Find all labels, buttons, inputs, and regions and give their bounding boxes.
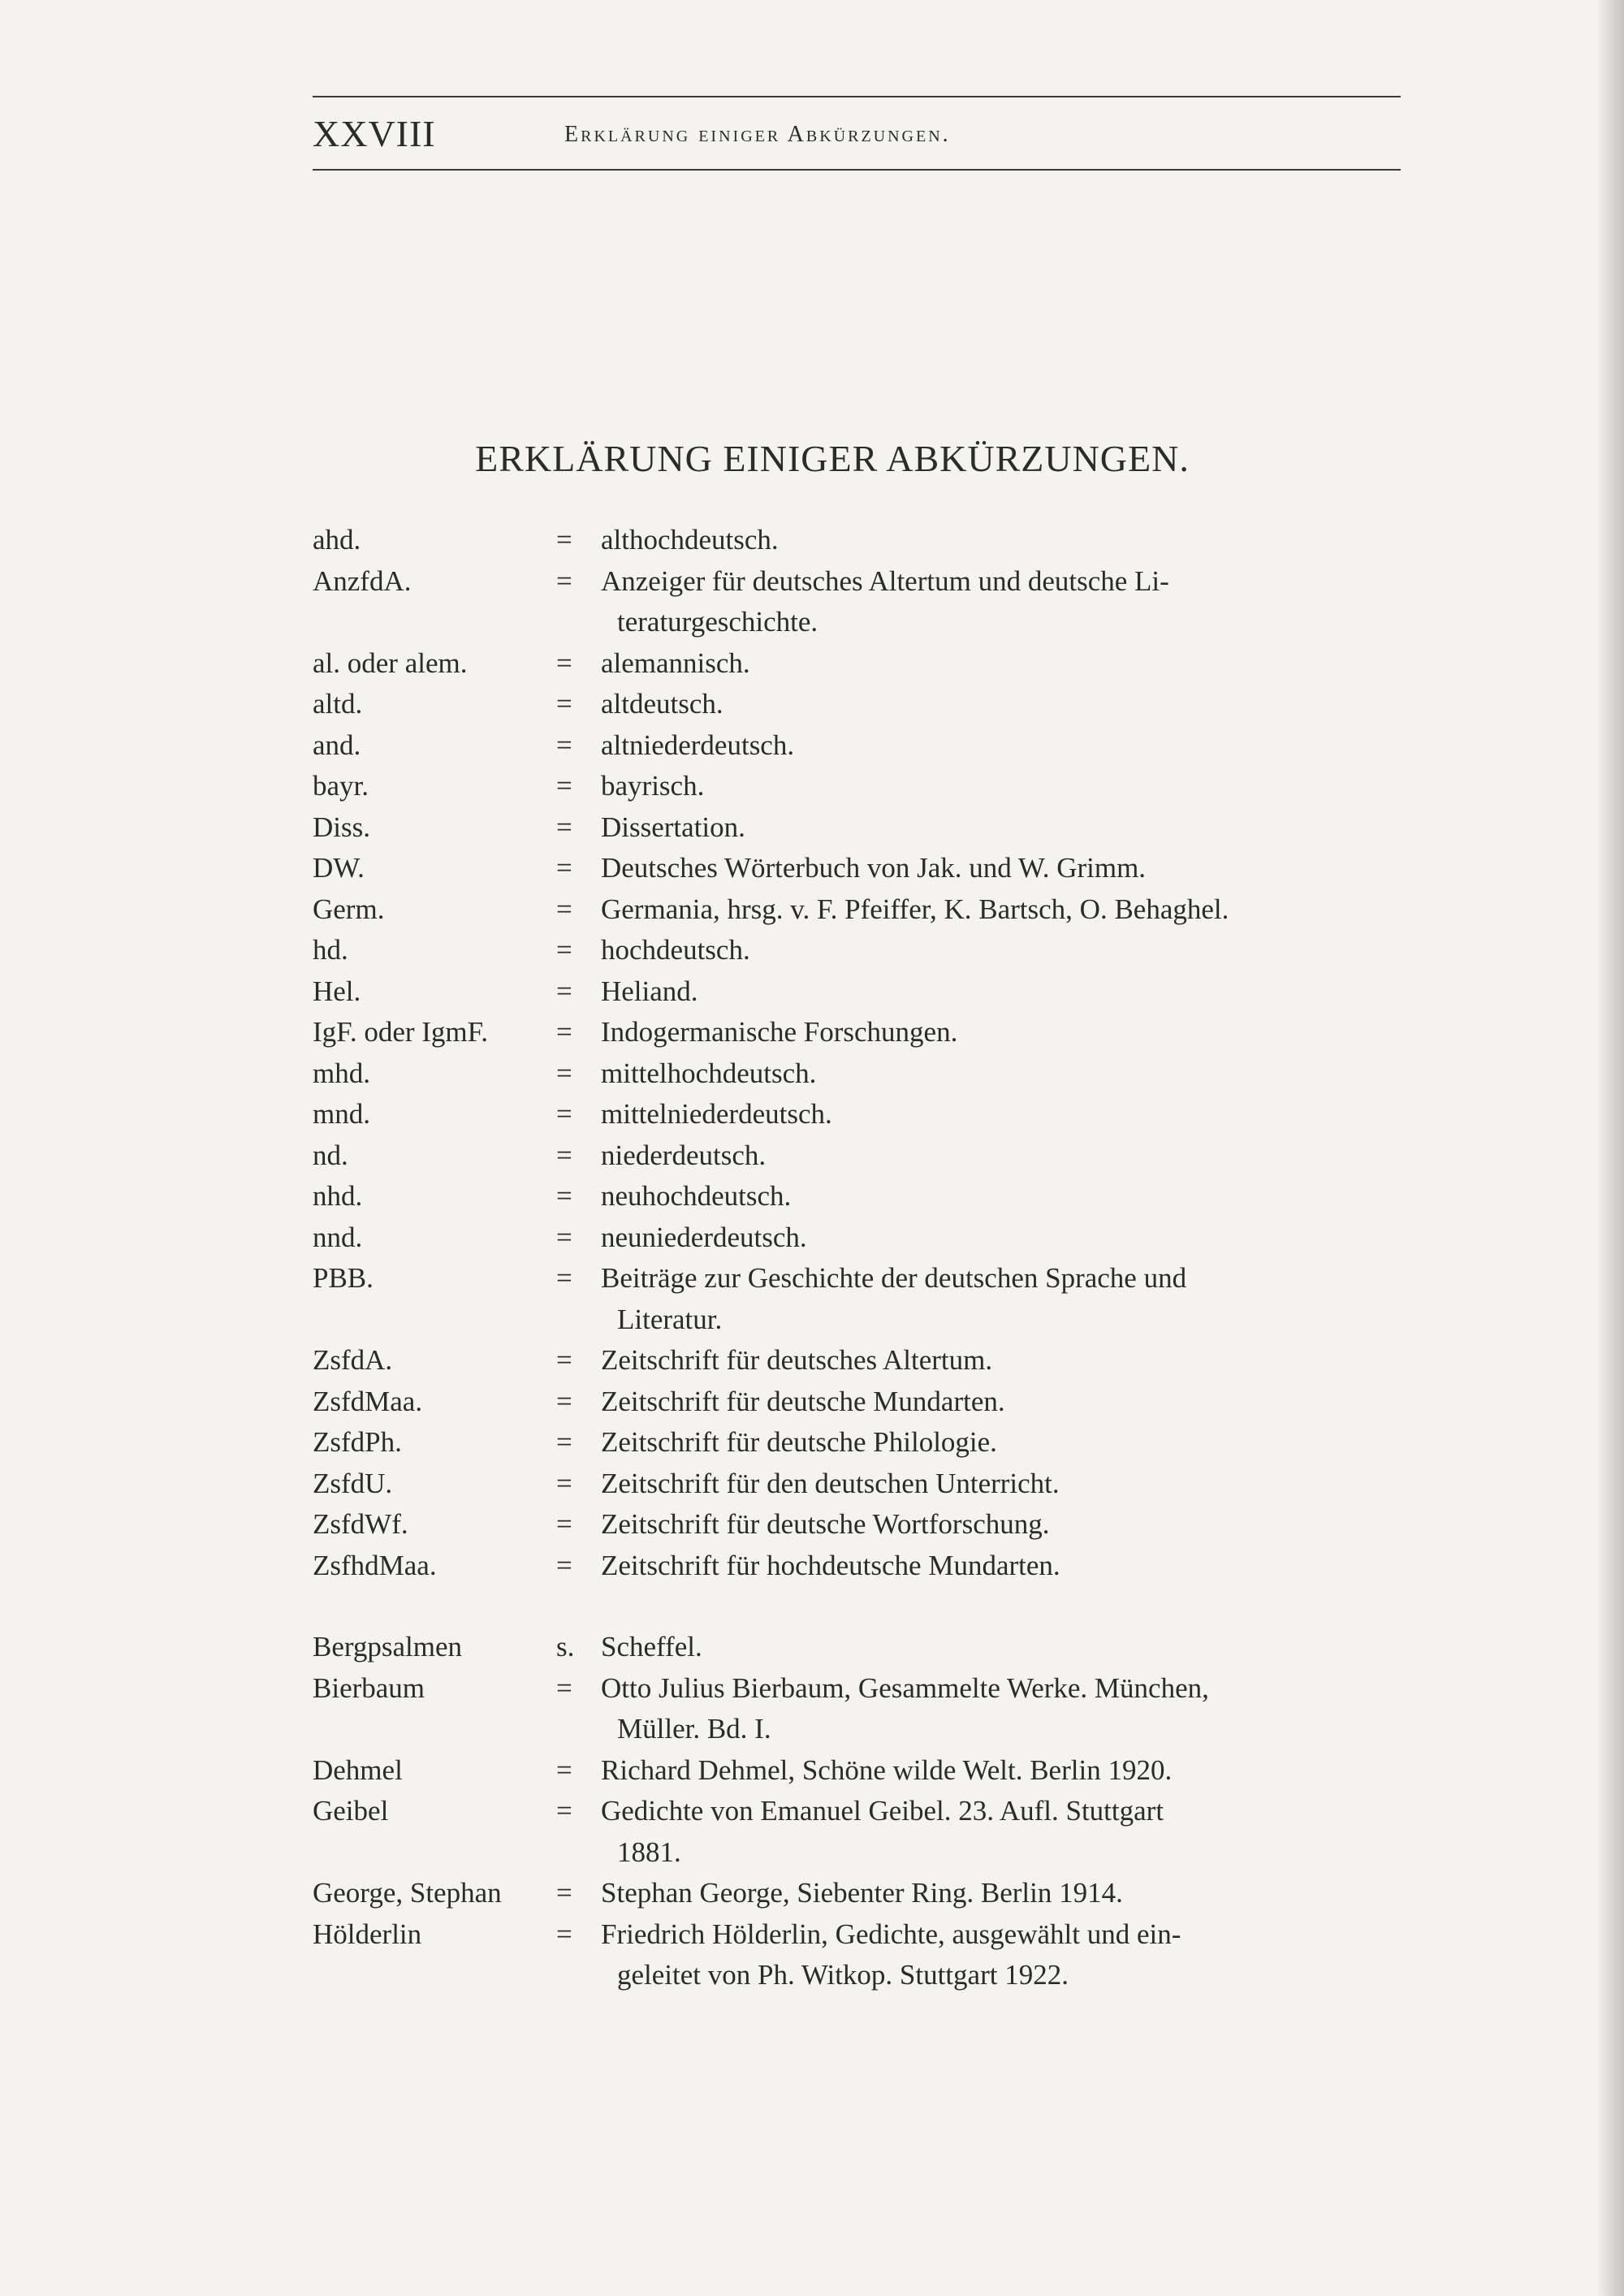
entry-row xyxy=(313,1627,1425,1668)
definition-line: Zeitschrift für deutsche Philologie. xyxy=(601,1426,997,1458)
entry-definition xyxy=(601,1750,1425,1792)
entry-abbreviation: George, Stephan xyxy=(313,1877,502,1909)
entry-definition xyxy=(601,1668,1425,1750)
running-title: Erklärung einiger Abkürzungen. xyxy=(564,122,951,147)
entry-separator: = xyxy=(556,1467,572,1499)
definition-line: Indogermanische Forschungen. xyxy=(601,1016,958,1048)
definition-line: Zeitschrift für hochdeutsche Mundarten. xyxy=(601,1549,1060,1581)
definition-line: Scheffel. xyxy=(601,1631,702,1663)
entry-definition xyxy=(601,1176,1425,1217)
entry-abbreviation: Dehmel xyxy=(313,1753,403,1786)
entry-abbreviation: bayr. xyxy=(313,770,369,802)
entry-row xyxy=(313,1012,1425,1053)
definition-line: Zeitschrift für deutsche Mundarten. xyxy=(601,1385,1005,1417)
definition-line: Literatur. xyxy=(617,1303,723,1335)
entry-row xyxy=(313,684,1425,725)
entry-definition xyxy=(601,1464,1425,1505)
entry-definition xyxy=(601,684,1425,725)
definition-line: mittelniederdeutsch. xyxy=(601,1098,832,1130)
entry-row xyxy=(313,561,1425,643)
entry-abbreviation: Bergpsalmen xyxy=(313,1631,463,1663)
entry-abbreviation: nnd. xyxy=(313,1221,363,1253)
definition-line: Gedichte von Emanuel Geibel. 23. Aufl. Stuttgart xyxy=(601,1795,1164,1827)
entry-abbreviation: AnzfdA. xyxy=(313,564,412,597)
definition-line: bayrisch. xyxy=(601,770,705,802)
entry-abbreviation: ZsfdU. xyxy=(313,1467,393,1499)
entry-abbreviation: IgF. oder IgmF. xyxy=(313,1016,489,1048)
definition-line: Zeitschrift für den deutschen Unterricht. xyxy=(601,1467,1060,1499)
entry-definition xyxy=(601,1381,1425,1423)
entry-row xyxy=(313,766,1425,807)
entry-separator: = xyxy=(556,1098,572,1130)
entry-row xyxy=(313,643,1425,685)
definition-line: altniederdeutsch. xyxy=(601,729,795,761)
entry-definition xyxy=(601,1873,1425,1914)
entry-definition xyxy=(601,1546,1425,1587)
entry-abbreviation: ZsfdA. xyxy=(313,1344,393,1376)
entry-row xyxy=(313,1340,1425,1381)
entry-row xyxy=(313,1176,1425,1217)
entry-abbreviation: mhd. xyxy=(313,1057,370,1089)
entry-abbreviation: Hölderlin xyxy=(313,1918,422,1950)
entry-definition xyxy=(601,1504,1425,1546)
entry-row xyxy=(313,520,1425,561)
definition-line: Deutsches Wörterbuch von Jak. und W. Grimm. xyxy=(601,852,1147,884)
running-head xyxy=(313,96,1401,171)
entry-row xyxy=(313,1094,1425,1135)
entry-separator: = xyxy=(556,1508,572,1540)
definition-line: Friedrich Hölderlin, Gedichte, ausgewählt und ein- xyxy=(601,1918,1181,1950)
definition-line: neuhochdeutsch. xyxy=(601,1180,792,1212)
entry-separator: = xyxy=(556,1753,572,1786)
entry-definition xyxy=(601,1135,1425,1177)
entry-separator: = xyxy=(556,1180,572,1212)
entry-separator: = xyxy=(556,1016,572,1048)
entry-separator: = xyxy=(556,646,572,679)
entry-separator: = xyxy=(556,811,572,843)
entry-separator: = xyxy=(556,1795,572,1827)
entry-abbreviation: hd. xyxy=(313,934,348,966)
entry-definition xyxy=(601,1258,1425,1340)
entry-row xyxy=(313,848,1425,889)
entry-definition xyxy=(601,1422,1425,1464)
entry-separator: = xyxy=(556,1057,572,1089)
page-edge-shadow xyxy=(1596,0,1624,2296)
entry-definition xyxy=(601,561,1425,643)
definition-line: Richard Dehmel, Schöne wilde Welt. Berlin 1920. xyxy=(601,1753,1173,1786)
entry-separator: = xyxy=(556,1671,572,1704)
definition-line: 1881. xyxy=(617,1836,681,1868)
entry-row xyxy=(313,1914,1425,1996)
entry-separator: = xyxy=(556,1426,572,1458)
entry-abbreviation: Diss. xyxy=(313,811,370,843)
entry-abbreviation: Hel. xyxy=(313,975,361,1007)
entry-separator: = xyxy=(556,524,572,556)
entry-row xyxy=(313,930,1425,971)
entry-row xyxy=(313,1668,1425,1750)
entry-definition xyxy=(601,971,1425,1013)
entry-separator: = xyxy=(556,1262,572,1294)
entry-separator: = xyxy=(556,1344,572,1376)
definition-line: niederdeutsch. xyxy=(601,1139,767,1171)
entry-row xyxy=(313,1873,1425,1914)
entry-row xyxy=(313,725,1425,767)
definition-line: hochdeutsch. xyxy=(601,934,750,966)
entry-row xyxy=(313,1791,1425,1873)
definition-line: Stephan George, Siebenter Ring. Berlin 1914. xyxy=(601,1877,1123,1909)
definition-line: Zeitschrift für deutsche Wortforschung. xyxy=(601,1508,1050,1540)
definition-line: geleitet von Ph. Witkop. Stuttgart 1922. xyxy=(617,1959,1069,1991)
entry-row xyxy=(313,971,1425,1013)
entry-abbreviation: ZsfdWf. xyxy=(313,1508,408,1540)
abbreviation-group xyxy=(313,520,1425,1586)
entry-definition xyxy=(601,725,1425,767)
definition-line: altdeutsch. xyxy=(601,688,723,720)
entry-abbreviation: ZsfdPh. xyxy=(313,1426,402,1458)
entry-separator: = xyxy=(556,1877,572,1909)
entry-definition xyxy=(601,766,1425,807)
definition-line: mittelhochdeutsch. xyxy=(601,1057,817,1089)
entry-row xyxy=(313,1750,1425,1792)
page-title: ERKLÄRUNG EINIGER ABKÜRZUNGEN. xyxy=(475,438,1190,479)
entry-separator: = xyxy=(556,1918,572,1950)
entry-separator: = xyxy=(556,934,572,966)
entry-definition xyxy=(601,930,1425,971)
definition-line: Zeitschrift für deutsches Altertum. xyxy=(601,1344,993,1376)
entry-abbreviation: PBB. xyxy=(313,1262,374,1294)
entry-row xyxy=(313,1053,1425,1095)
entry-row xyxy=(313,807,1425,849)
entry-abbreviation: mnd. xyxy=(313,1098,370,1130)
entry-separator: = xyxy=(556,893,572,925)
entry-abbreviation: altd. xyxy=(313,688,363,720)
entry-abbreviation: Bierbaum xyxy=(313,1671,425,1704)
entry-row xyxy=(313,1258,1425,1340)
entry-separator: = xyxy=(556,1385,572,1417)
entry-row xyxy=(313,1135,1425,1177)
entry-abbreviation: nhd. xyxy=(313,1180,363,1212)
entry-abbreviation: nd. xyxy=(313,1139,348,1171)
entry-abbreviation: ZsfhdMaa. xyxy=(313,1549,437,1581)
entry-definition xyxy=(601,1217,1425,1259)
entry-definition xyxy=(601,1094,1425,1135)
entry-row xyxy=(313,1464,1425,1505)
entry-row xyxy=(313,1422,1425,1464)
abbreviation-list xyxy=(313,520,1425,1996)
entry-row xyxy=(313,1546,1425,1587)
entry-abbreviation: and. xyxy=(313,729,361,761)
entry-separator: = xyxy=(556,770,572,802)
entry-row xyxy=(313,1381,1425,1423)
entry-definition xyxy=(601,807,1425,849)
entry-definition xyxy=(601,1053,1425,1095)
definition-line: Germania, hrsg. v. F. Pfeiffer, K. Bartsch, O. Behaghel. xyxy=(601,893,1229,925)
entry-row xyxy=(313,1217,1425,1259)
entry-definition xyxy=(601,1340,1425,1381)
entry-abbreviation: ahd. xyxy=(313,524,361,556)
entry-abbreviation: Germ. xyxy=(313,893,385,925)
entry-separator: s. xyxy=(556,1631,575,1663)
source-group xyxy=(313,1627,1425,1996)
page-number: XXVIII xyxy=(313,113,436,154)
definition-line: Anzeiger für deutsches Altertum und deutsche Li- xyxy=(601,564,1169,597)
entry-definition xyxy=(601,1791,1425,1873)
definition-line: neuniederdeutsch. xyxy=(601,1221,807,1253)
entry-abbreviation: ZsfdMaa. xyxy=(313,1385,423,1417)
entry-separator: = xyxy=(556,1221,572,1253)
definition-line: alemannisch. xyxy=(601,646,750,679)
entry-row xyxy=(313,1504,1425,1546)
entry-separator: = xyxy=(556,564,572,597)
entry-row xyxy=(313,889,1425,931)
definition-line: Müller. Bd. I. xyxy=(617,1713,771,1745)
definition-line: Beiträge zur Geschichte der deutschen Sprache und xyxy=(601,1262,1187,1294)
entry-definition xyxy=(601,848,1425,889)
definition-line: teraturgeschichte. xyxy=(617,606,818,638)
entry-abbreviation: al. oder alem. xyxy=(313,646,468,679)
definition-line: Otto Julius Bierbaum, Gesammelte Werke. München, xyxy=(601,1671,1209,1704)
entry-abbreviation: Geibel xyxy=(313,1795,389,1827)
entry-separator: = xyxy=(556,852,572,884)
section-gap xyxy=(313,1586,1425,1627)
entry-separator: = xyxy=(556,729,572,761)
entry-definition xyxy=(601,889,1425,931)
entry-separator: = xyxy=(556,1549,572,1581)
definition-line: Dissertation. xyxy=(601,811,745,843)
entry-definition xyxy=(601,520,1425,561)
entry-definition xyxy=(601,643,1425,685)
entry-separator: = xyxy=(556,1139,572,1171)
definition-line: althochdeutsch. xyxy=(601,524,779,556)
entry-abbreviation: DW. xyxy=(313,852,365,884)
entry-separator: = xyxy=(556,975,572,1007)
entry-definition xyxy=(601,1012,1425,1053)
entry-separator: = xyxy=(556,688,572,720)
entry-definition xyxy=(601,1914,1425,1996)
entry-definition xyxy=(601,1627,1425,1668)
definition-line: Heliand. xyxy=(601,975,698,1007)
